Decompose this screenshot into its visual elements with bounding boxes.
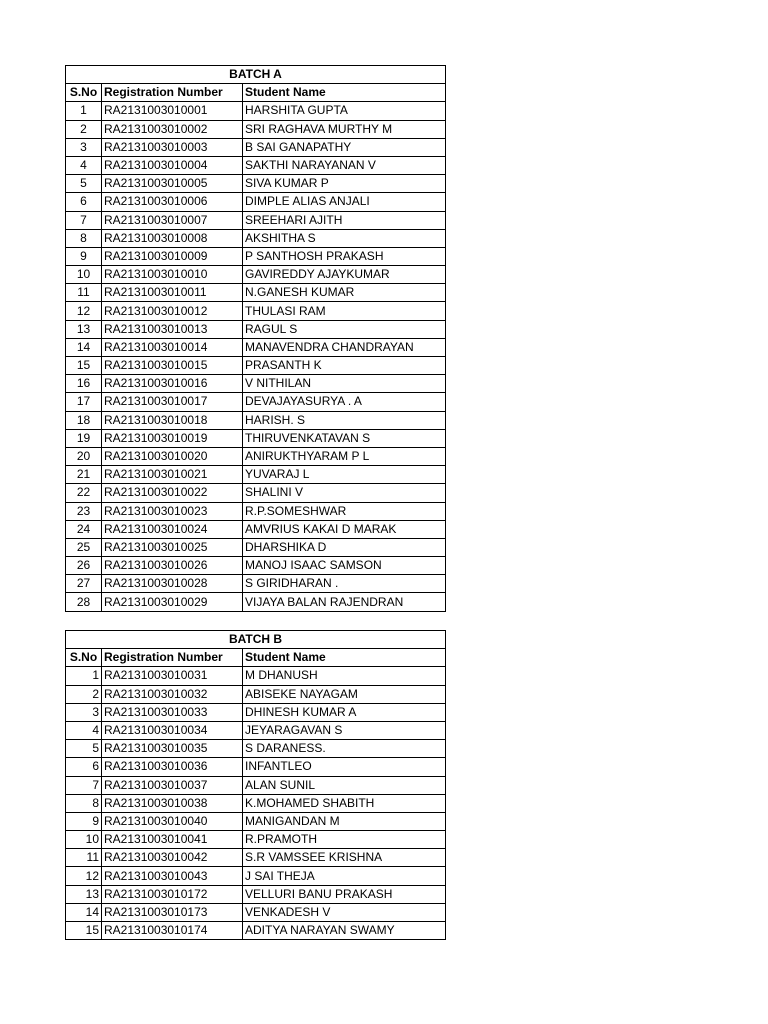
registration-number-cell: RA2131003010034: [102, 721, 243, 739]
registration-number-cell: RA2131003010020: [102, 447, 243, 465]
student-name-cell: RAGUL S: [243, 320, 446, 338]
table-row: [66, 575, 446, 593]
registration-number-cell: RA2131003010031: [102, 667, 243, 685]
student-name-cell: K.MOHAMED SHABITH: [243, 794, 446, 812]
student-name-cell: THIRUVENKATAVAN S: [243, 429, 446, 447]
student-name-cell: ALAN SUNIL: [243, 776, 446, 794]
batch-title-row: [66, 66, 446, 84]
student-name-cell: S.R VAMSSEE KRISHNA: [243, 849, 446, 867]
table-row: [66, 247, 446, 265]
sno-cell: 8: [66, 794, 102, 812]
registration-number-cell: RA2131003010036: [102, 758, 243, 776]
student-name-cell: B SAI GANAPATHY: [243, 138, 446, 156]
sno-cell: 21: [66, 466, 102, 484]
registration-number-cell: RA2131003010173: [102, 903, 243, 921]
table-row: [66, 447, 446, 465]
sno-cell: 12: [66, 302, 102, 320]
registration-number-cell: RA2131003010033: [102, 703, 243, 721]
student-name-cell: ADITYA NARAYAN SWAMY: [243, 922, 446, 940]
table-row: [66, 120, 446, 138]
registration-number-cell: RA2131003010004: [102, 156, 243, 174]
registration-number-cell: RA2131003010037: [102, 776, 243, 794]
sno-cell: 18: [66, 411, 102, 429]
sno-cell: 1: [66, 102, 102, 120]
sno-cell: 9: [66, 247, 102, 265]
sno-cell: 19: [66, 429, 102, 447]
column-header-row: [66, 84, 446, 102]
registration-number-cell: RA2131003010032: [102, 685, 243, 703]
registration-number-cell: RA2131003010043: [102, 867, 243, 885]
sno-cell: 23: [66, 502, 102, 520]
student-name-cell: SHALINI V: [243, 484, 446, 502]
registration-number-cell: RA2131003010018: [102, 411, 243, 429]
registration-number-cell: RA2131003010013: [102, 320, 243, 338]
registration-number-header: Registration Number: [102, 649, 243, 667]
student-name-cell: SIVA KUMAR P: [243, 175, 446, 193]
student-name-cell: J SAI THEJA: [243, 867, 446, 885]
registration-number-cell: RA2131003010010: [102, 266, 243, 284]
table-row: [66, 357, 446, 375]
table-row: [66, 375, 446, 393]
student-name-cell: SAKTHI NARAYANAN V: [243, 156, 446, 174]
sno-cell: 15: [66, 922, 102, 940]
student-name-cell: HARISH. S: [243, 411, 446, 429]
student-name-cell: M DHANUSH: [243, 667, 446, 685]
registration-number-cell: RA2131003010041: [102, 831, 243, 849]
table-row: [66, 102, 446, 120]
registration-number-cell: RA2131003010008: [102, 229, 243, 247]
table-row: [66, 903, 446, 921]
table-row: [66, 266, 446, 284]
table-row: [66, 849, 446, 867]
student-name-cell: YUVARAJ L: [243, 466, 446, 484]
sno-cell: 2: [66, 685, 102, 703]
registration-number-cell: RA2131003010172: [102, 885, 243, 903]
table-row: [66, 922, 446, 940]
student-name-cell: MANAVENDRA CHANDRAYAN: [243, 338, 446, 356]
sno-cell: 14: [66, 903, 102, 921]
student-name-cell: R.PRAMOTH: [243, 831, 446, 849]
registration-number-cell: RA2131003010042: [102, 849, 243, 867]
table-row: [66, 502, 446, 520]
student-name-cell: DHINESH KUMAR A: [243, 703, 446, 721]
student-name-cell: GAVIREDDY AJAYKUMAR: [243, 266, 446, 284]
student-name-cell: VENKADESH V: [243, 903, 446, 921]
sno-cell: 28: [66, 593, 102, 611]
student-name-cell: S DARANESS.: [243, 740, 446, 758]
batch-title: BATCH B: [66, 631, 446, 649]
sno-cell: 10: [66, 266, 102, 284]
sno-cell: 27: [66, 575, 102, 593]
student-name-cell: ABISEKE NAYAGAM: [243, 685, 446, 703]
student-name-cell: JEYARAGAVAN S: [243, 721, 446, 739]
table-row: [66, 867, 446, 885]
table-row: [66, 156, 446, 174]
table-row: [66, 229, 446, 247]
sno-cell: 5: [66, 175, 102, 193]
table-row: [66, 520, 446, 538]
sno-cell: 11: [66, 849, 102, 867]
table-row: [66, 721, 446, 739]
batch-b-table: [65, 630, 446, 940]
registration-number-cell: RA2131003010028: [102, 575, 243, 593]
sno-cell: 17: [66, 393, 102, 411]
sno-header: S.No: [66, 84, 102, 102]
registration-number-cell: RA2131003010025: [102, 538, 243, 556]
table-row: [66, 284, 446, 302]
registration-number-header: Registration Number: [102, 84, 243, 102]
table-row: [66, 193, 446, 211]
student-name-cell: V NITHILAN: [243, 375, 446, 393]
sno-cell: 25: [66, 538, 102, 556]
table-row: [66, 885, 446, 903]
student-name-cell: PRASANTH K: [243, 357, 446, 375]
student-name-cell: DIMPLE ALIAS ANJALI: [243, 193, 446, 211]
student-name-cell: DHARSHIKA D: [243, 538, 446, 556]
table-row: [66, 794, 446, 812]
registration-number-cell: RA2131003010002: [102, 120, 243, 138]
sno-cell: 3: [66, 703, 102, 721]
sno-cell: 11: [66, 284, 102, 302]
sno-cell: 22: [66, 484, 102, 502]
table-row: [66, 812, 446, 830]
student-name-cell: MANIGANDAN M: [243, 812, 446, 830]
registration-number-cell: RA2131003010021: [102, 466, 243, 484]
sno-cell: 3: [66, 138, 102, 156]
table-row: [66, 138, 446, 156]
table-row: [66, 411, 446, 429]
registration-number-cell: RA2131003010007: [102, 211, 243, 229]
table-row: [66, 776, 446, 794]
table-row: [66, 593, 446, 611]
registration-number-cell: RA2131003010012: [102, 302, 243, 320]
table-row: [66, 175, 446, 193]
table-row: [66, 740, 446, 758]
table-row: [66, 538, 446, 556]
registration-number-cell: RA2131003010024: [102, 520, 243, 538]
column-header-row: [66, 649, 446, 667]
registration-number-cell: RA2131003010019: [102, 429, 243, 447]
sno-cell: 4: [66, 721, 102, 739]
sno-cell: 9: [66, 812, 102, 830]
student-name-cell: R.P.SOMESHWAR: [243, 502, 446, 520]
sno-cell: 10: [66, 831, 102, 849]
sno-cell: 13: [66, 885, 102, 903]
registration-number-cell: RA2131003010001: [102, 102, 243, 120]
sno-cell: 14: [66, 338, 102, 356]
student-name-cell: THULASI RAM: [243, 302, 446, 320]
registration-number-cell: RA2131003010014: [102, 338, 243, 356]
registration-number-cell: RA2131003010009: [102, 247, 243, 265]
sno-cell: 7: [66, 776, 102, 794]
registration-number-cell: RA2131003010003: [102, 138, 243, 156]
table-row: [66, 338, 446, 356]
sno-cell: 2: [66, 120, 102, 138]
student-name-cell: N.GANESH KUMAR: [243, 284, 446, 302]
student-name-cell: HARSHITA GUPTA: [243, 102, 446, 120]
registration-number-cell: RA2131003010011: [102, 284, 243, 302]
student-name-cell: P SANTHOSH PRAKASH: [243, 247, 446, 265]
registration-number-cell: RA2131003010040: [102, 812, 243, 830]
table-row: [66, 429, 446, 447]
student-name-cell: VELLURI BANU PRAKASH: [243, 885, 446, 903]
sno-cell: 16: [66, 375, 102, 393]
registration-number-cell: RA2131003010029: [102, 593, 243, 611]
student-name-cell: AKSHITHA S: [243, 229, 446, 247]
table-row: [66, 685, 446, 703]
sno-cell: 8: [66, 229, 102, 247]
batch-a-table: [65, 65, 446, 612]
sno-cell: 20: [66, 447, 102, 465]
table-row: [66, 393, 446, 411]
table-row: [66, 557, 446, 575]
student-name-header: Student Name: [243, 84, 446, 102]
student-name-cell: DEVAJAYASURYA . A: [243, 393, 446, 411]
student-name-header: Student Name: [243, 649, 446, 667]
table-row: [66, 466, 446, 484]
sno-cell: 6: [66, 193, 102, 211]
student-name-cell: AMVRIUS KAKAI D MARAK: [243, 520, 446, 538]
registration-number-cell: RA2131003010015: [102, 357, 243, 375]
table-row: [66, 703, 446, 721]
sno-cell: 24: [66, 520, 102, 538]
registration-number-cell: RA2131003010006: [102, 193, 243, 211]
registration-number-cell: RA2131003010174: [102, 922, 243, 940]
student-name-cell: VIJAYA BALAN RAJENDRAN: [243, 593, 446, 611]
student-name-cell: SRI RAGHAVA MURTHY M: [243, 120, 446, 138]
sno-cell: 12: [66, 867, 102, 885]
registration-number-cell: RA2131003010038: [102, 794, 243, 812]
sno-cell: 26: [66, 557, 102, 575]
registration-number-cell: RA2131003010035: [102, 740, 243, 758]
registration-number-cell: RA2131003010005: [102, 175, 243, 193]
table-row: [66, 831, 446, 849]
table-row: [66, 484, 446, 502]
table-row: [66, 211, 446, 229]
sno-cell: 7: [66, 211, 102, 229]
student-name-cell: SREEHARI AJITH: [243, 211, 446, 229]
registration-number-cell: RA2131003010017: [102, 393, 243, 411]
table-row: [66, 758, 446, 776]
batch-title: BATCH A: [66, 66, 446, 84]
student-name-cell: INFANTLEO: [243, 758, 446, 776]
registration-number-cell: RA2131003010016: [102, 375, 243, 393]
sno-cell: 5: [66, 740, 102, 758]
table-row: [66, 302, 446, 320]
student-name-cell: S GIRIDHARAN .: [243, 575, 446, 593]
sno-cell: 4: [66, 156, 102, 174]
table-row: [66, 320, 446, 338]
registration-number-cell: RA2131003010022: [102, 484, 243, 502]
student-name-cell: ANIRUKTHYARAM P L: [243, 447, 446, 465]
sno-cell: 1: [66, 667, 102, 685]
student-name-cell: MANOJ ISAAC SAMSON: [243, 557, 446, 575]
sno-cell: 6: [66, 758, 102, 776]
sno-header: S.No: [66, 649, 102, 667]
sno-cell: 15: [66, 357, 102, 375]
sno-cell: 13: [66, 320, 102, 338]
registration-number-cell: RA2131003010026: [102, 557, 243, 575]
table-row: [66, 667, 446, 685]
registration-number-cell: RA2131003010023: [102, 502, 243, 520]
batch-title-row: [66, 631, 446, 649]
